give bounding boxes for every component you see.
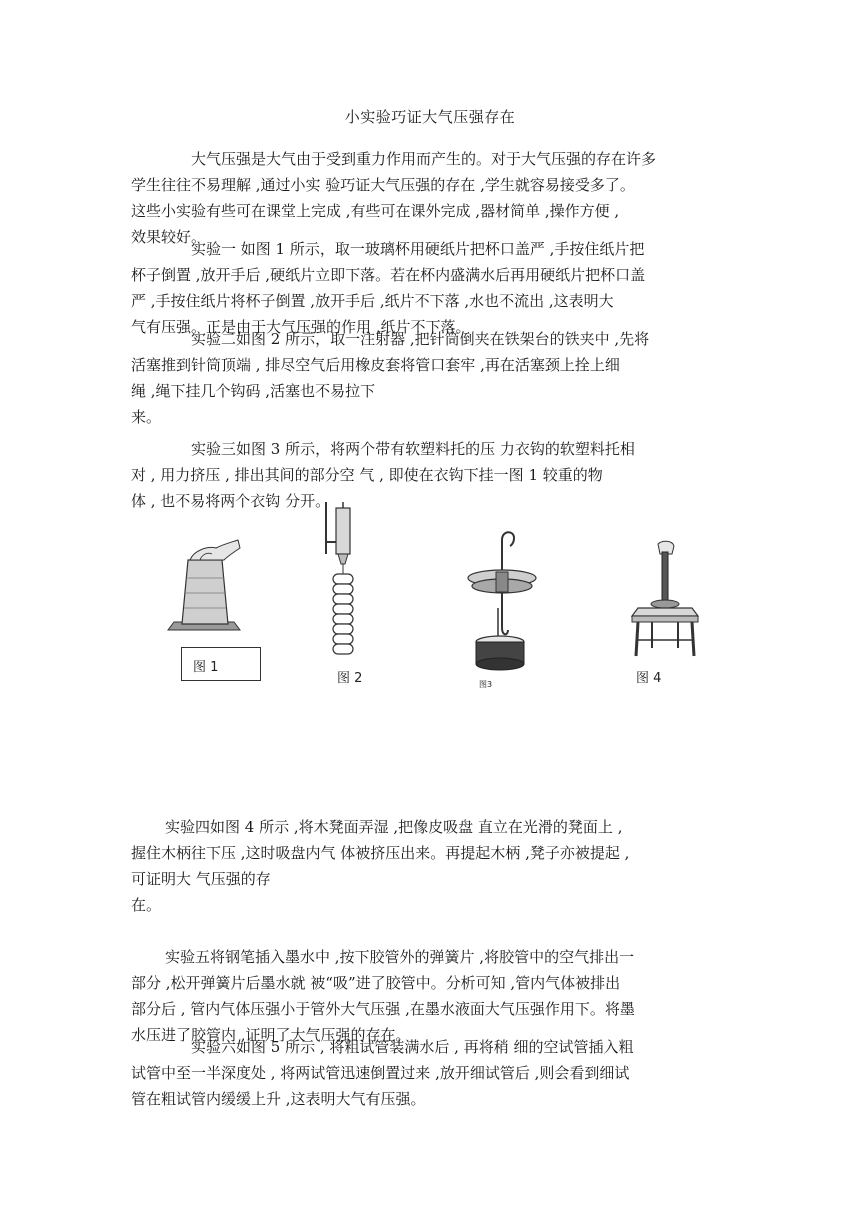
exp2-line-2: 活塞推到针筒顶端 , 排尽空气后用橡皮套将管口套牢 ,再在活塞颈上拴上细 — [131, 356, 620, 374]
exp1-line-1: 实验一 如图 1 所示，取一玻璃杯用硬纸片把杯口盖严 ,手按住纸片把 — [191, 240, 645, 258]
exp4-line-3: 可证明大 气压强的存 — [131, 870, 271, 888]
intro-line-2: 学生往往不易理解 ,通过小实 验巧证大气压强的存在 ,学生就容易接受多了。 — [131, 176, 635, 194]
exp6-line-1: 实验六如图 5 所示 , 将粗试管装满水后 , 再将稍 细的空试管插入粗 — [191, 1038, 634, 1056]
figure-2-label: 图 2 — [337, 671, 363, 686]
exp1-line-4: 气有压强。正是由于大气压强的作用 ,纸片不下落。 — [131, 318, 471, 336]
experiment-6-paragraph — [131, 1034, 731, 1112]
exp5-line-1: 实验五将钢笔插入墨水中 ,按下胶管外的弹簧片 ,将胶管中的空气排出一 — [165, 948, 635, 966]
experiment-4-paragraph — [131, 814, 731, 918]
intro-line-4: 效果较好。 — [131, 228, 207, 246]
exp1-line-3: 严 ,手按住纸片将杯子倒置 ,放开手后 ,纸片不下落 ,水也不流出 ,这表明大 — [131, 292, 614, 310]
exp3-line-2: 对 , 用力挤压 , 排出其间的部分空 气 , 即使在衣钩下挂一图 1 较重的物 — [131, 466, 603, 484]
exp3-line-3: 体 , 也不易将两个衣钩 分开。 — [131, 492, 331, 510]
intro-line-3: 这些小实验有些可在课堂上完成 ,有些可在课外完成 ,器材简单 ,操作方便 , — [131, 202, 620, 220]
exp4-line-2: 握住木柄往下压 ,这时吸盘内气 体被挤压出来。再提起木柄 ,凳子亦被提起 , — [131, 844, 630, 862]
exp6-line-3: 管在粗试管内缓缓上升 ,这表明大气有压强。 — [131, 1090, 426, 1108]
exp4-line-4: 在。 — [131, 896, 162, 914]
figure-3-label: 图3 — [479, 680, 493, 689]
figure-3-illustration — [464, 528, 540, 676]
figure-2-illustration — [318, 502, 368, 660]
document-title: 小实验巧证大气压强存在 — [344, 108, 516, 126]
exp2-line-1: 实验二如图 2 所示，取一注射器 ,把针筒倒夹在铁架台的铁夹中 ,先将 — [191, 330, 650, 348]
exp5-line-4: 水压进了胶管内 ,证明了大气压强的存在。 — [131, 1026, 411, 1044]
exp2-line-4: 来。 — [131, 408, 162, 426]
experiment-3-paragraph — [131, 436, 731, 514]
experiment-1-paragraph — [131, 236, 731, 340]
figure-1-illustration — [164, 538, 244, 638]
experiment-5-paragraph — [131, 944, 731, 1048]
exp4-line-1: 实验四如图 4 所示 ,将木凳面弄湿 ,把像皮吸盘 直立在光滑的凳面上 , — [165, 818, 623, 836]
exp5-line-3: 部分后 , 管内气体压强小于管外大气压强 ,在墨水液面大气压强作用下。将墨 — [131, 1000, 635, 1018]
intro-line-1: 大气压强是大气由于受到重力作用而产生的。对于大气压强的存在许多 — [191, 150, 657, 168]
exp6-line-2: 试管中至一半深度处 , 将两试管迅速倒置过来 ,放开细试管后 ,则会看到细试 — [131, 1064, 630, 1082]
exp2-line-3: 绳 ,绳下挂几个钩码 ,活塞也不易拉下 — [131, 382, 376, 400]
exp1-line-2: 杯子倒置 ,放开手后 ,硬纸片立即下落。若在杯内盛满水后再用硬纸片把杯口盖 — [131, 266, 646, 284]
intro-paragraph — [131, 146, 731, 250]
experiment-2-paragraph — [131, 326, 731, 430]
figure-1-label: 图 1 — [193, 660, 219, 675]
exp5-line-2: 部分 ,松开弹簧片后墨水就 被“吸”进了胶管中。分析可知 ,管内气体被排出 — [131, 974, 621, 992]
exp3-line-1: 实验三如图 3 所示，将两个带有软塑料托的压 力衣钩的软塑料托相 — [191, 440, 635, 458]
figure-4-label: 图 4 — [636, 671, 662, 686]
figure-4-illustration — [626, 540, 702, 658]
